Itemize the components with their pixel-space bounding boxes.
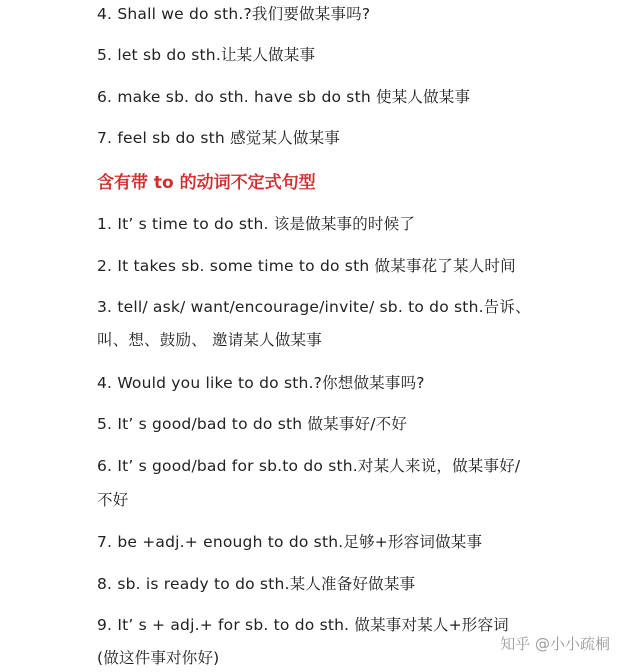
to-pattern-4: 4. Would you like to do sth.?你想做某事吗? (97, 374, 425, 392)
sentence-pattern-5: 5. let sb do sth.让某人做某事 (97, 46, 316, 64)
sentence-pattern-4: 4. Shall we do sth.?我们要做某事吗? (97, 5, 371, 23)
to-pattern-6-continued: 不好 (97, 491, 129, 509)
to-pattern-9: 9. It’ s + adj.+ for sb. to do sth. 做某事对某人+形容词 (97, 616, 509, 634)
sentence-pattern-6: 6. make sb. do sth. have sb do sth 使某人做某事 (97, 88, 471, 106)
watermark: 知乎 @小小疏桐 (500, 635, 610, 653)
to-pattern-7: 7. be +adj.+ enough to do sth.足够+形容词做某事 (97, 533, 483, 551)
to-pattern-9-continued: (做这件事对你好) (97, 649, 220, 667)
sentence-pattern-7: 7. feel sb do sth 感觉某人做某事 (97, 129, 340, 147)
to-pattern-6: 6. It’ s good/bad for sb.to do sth.对某人来说，做某事好/ (97, 457, 521, 475)
to-pattern-5: 5. It’ s good/bad to do sth 做某事好/不好 (97, 415, 408, 433)
to-pattern-1: 1. It’ s time to do sth. 该是做某事的时候了 (97, 215, 416, 233)
to-pattern-3-continued: 叫、想、鼓励、 邀请某人做某事 (97, 331, 322, 349)
to-pattern-8: 8. sb. is ready to do sth.某人准备好做某事 (97, 575, 416, 593)
to-pattern-3: 3. tell/ ask/ want/encourage/invite/ sb. to do sth.告诉、 (97, 298, 531, 316)
section-heading: 含有带 to 的动词不定式句型 (97, 173, 316, 193)
to-pattern-2: 2. It takes sb. some time to do sth 做某事花了某人时间 (97, 257, 516, 275)
